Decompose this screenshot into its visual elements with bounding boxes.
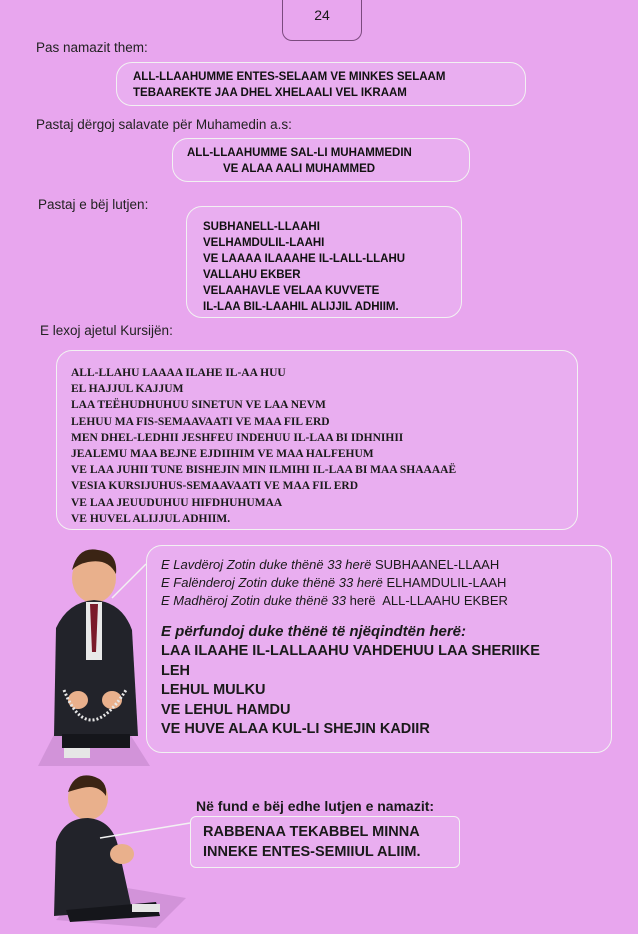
section4-line: LAA TEËHUDHUHUU SINETUN VE LAA NEVM <box>71 399 326 412</box>
section1-line: ALL-LLAAHUMME ENTES-SELAAM VE MINKES SELAAM <box>133 71 446 83</box>
section5-line: LAA ILAAHE IL-LALLAAHU VAHDEHUU LAA SHERIIKE <box>161 643 540 659</box>
section4-line: JEALEMU MAA BEJNE EJDIIHIM VE MAA HALFEHUM <box>71 448 374 461</box>
section3-line: SUBHANELL-LLAAHI <box>203 221 320 233</box>
tasbih-row <box>161 556 611 574</box>
tasbih-note: E Falënderoj Zotin duke thënë 33 herë <box>161 575 383 590</box>
section4-line: LEHUU MA FIS-SEMAAVAATI VE MAA FIL ERD <box>71 415 330 428</box>
section1-box <box>116 62 526 106</box>
page-number: 24 <box>314 7 330 23</box>
section3-line: VE LAAAA ILAAAHE IL-LALL-LLAHU <box>203 253 406 265</box>
section3-label: Pastaj e bëj lutjen: <box>38 197 149 212</box>
section5-line: VE HUVE ALAA KUL-LI SHEJIN KADIIR <box>161 721 430 737</box>
section6-line: INNEKE ENTES-SEMIIUL ALIIM. <box>203 843 421 860</box>
speech-pointer <box>98 818 198 842</box>
tasbih-arabic: SUBHAANEL-LLAAH <box>374 557 500 572</box>
section4-line: VESIA KURSIJUHUS-SEMAAVAATI VE MAA FIL ERD <box>71 480 359 493</box>
section4-line: VE LAA JUHII TUNE BISHEJIN MIN ILMIHI IL-LAA BI MAA SHAAAAË <box>71 464 457 477</box>
section2-label: Pastaj dërgoj salavate për Muhamedin a.s: <box>36 117 292 132</box>
section4-line: VE HUVEL ALIJJUL ADHIIM. <box>71 512 231 525</box>
section3-box <box>186 206 462 318</box>
section5-line: LEH <box>161 662 190 679</box>
section1-label: Pas namazit them: <box>36 40 148 55</box>
section4-label: E lexoj ajetul Kursijën: <box>40 323 173 338</box>
tasbih-mid: herë <box>349 593 376 608</box>
section4-line: EL HAJJUL KAJJUM <box>71 383 184 396</box>
section4-box <box>56 350 578 530</box>
section2-box <box>172 138 470 182</box>
speech-pointer <box>108 560 148 600</box>
section6-box <box>190 816 460 868</box>
section3-line: VELAAHAVLE VELAA KUVVETE <box>203 285 380 297</box>
section5-line: VE LEHUL HAMDU <box>161 701 291 718</box>
section5-box <box>146 545 612 753</box>
section5-line: LEHUL MULKU <box>161 682 266 698</box>
section5-heading: E përfundoj duke thënë të njëqindtën herë: <box>161 623 467 640</box>
kneeling-boy-dua-illustration <box>36 770 186 928</box>
section6-label: Në fund e bëj edhe lutjen e namazit: <box>196 798 435 814</box>
tasbih-note: E Lavdëroj Zotin duke thënë 33 herë <box>161 557 372 572</box>
tasbih-arabic: ALL-LLAAHU EKBER <box>382 593 508 608</box>
section4-line: ALL-LLAHU LAAAA ILAHE IL-AA HUU <box>71 367 286 379</box>
tasbih-row <box>161 574 611 592</box>
section2-line: VE ALAA AALI MUHAMMED <box>223 163 376 175</box>
section4-line: MEN DHEL-LEDHII JESHFEU INDEHUU IL-LAA BI IDHNIHII <box>71 431 404 444</box>
section4-line: VE LAA JEUUDUHUU HIFDHUHUMAA <box>71 496 283 509</box>
section3-line: VALLAHU EKBER <box>203 269 301 281</box>
section1-line: TEBAAREKTE JAA DHEL XHELAALI VEL IKRAAM <box>133 87 407 99</box>
section6-line: RABBENAA TEKABBEL MINNA <box>203 824 420 840</box>
tasbih-arabic: ELHAMDULIL-LAAH <box>386 575 507 590</box>
tasbih-row <box>161 592 611 610</box>
section2-line: ALL-LLAAHUMME SAL-LI MUHAMMEDIN <box>187 147 412 159</box>
section3-line: IL-LAA BIL-LAAHIL ALIJJIL ADHIIM. <box>203 301 399 313</box>
section3-line: VELHAMDULIL-LAAHI <box>203 237 325 249</box>
page-number-tab <box>282 0 362 41</box>
tasbih-note: E Madhëroj Zotin duke thënë 33 <box>161 593 347 608</box>
